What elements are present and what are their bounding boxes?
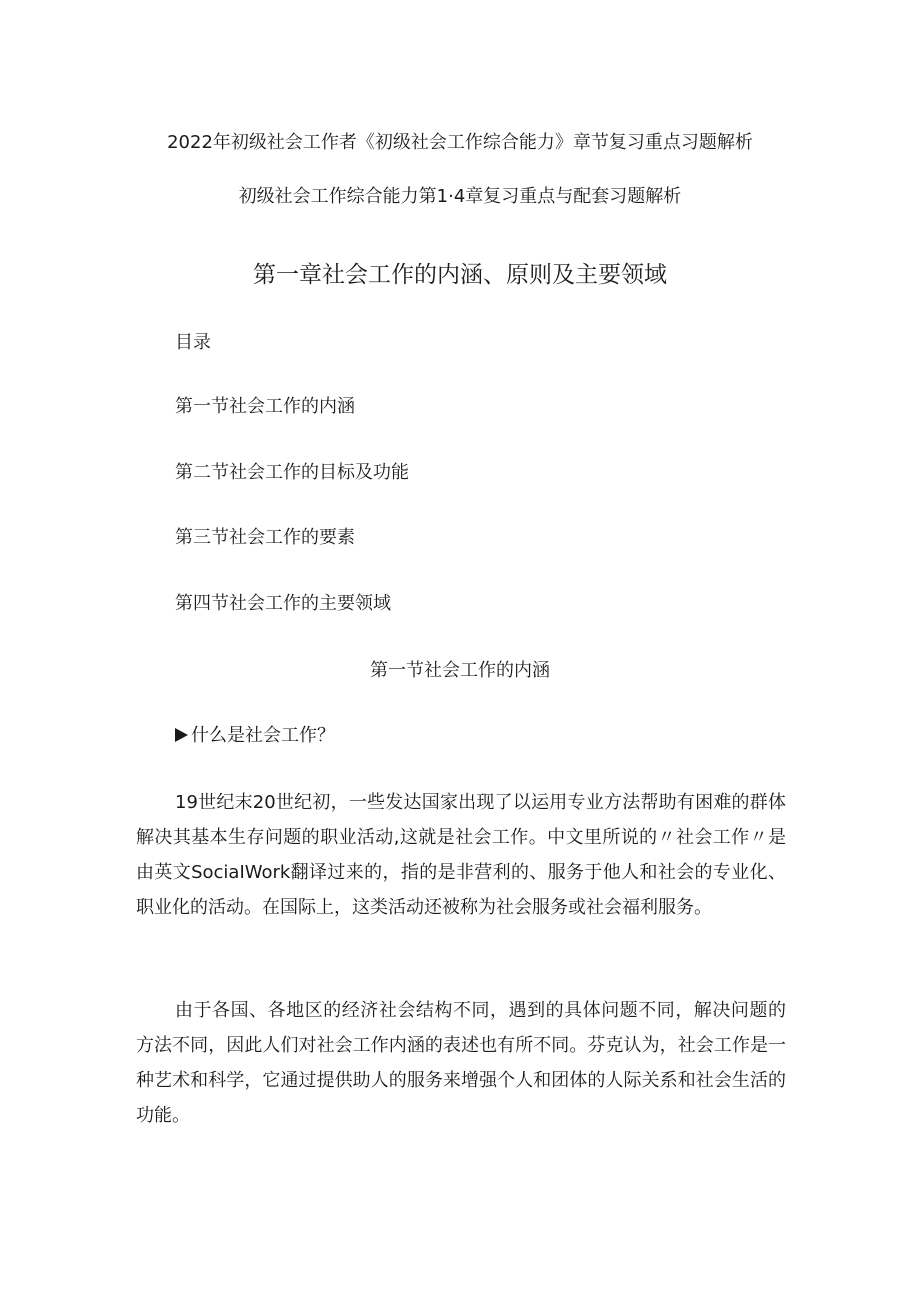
toc-item: 第三节社会工作的要素 xyxy=(175,527,355,548)
chapter-title: 第一章社会工作的内涵、原则及主要领域 xyxy=(253,262,667,288)
table-of-contents xyxy=(175,394,409,656)
triangle-right-icon xyxy=(175,728,188,742)
document-subtitle: 初级社会工作综合能力第1·4章复习重点与配套习题解析 xyxy=(238,186,682,207)
body-paragraph: 由于各国、各地区的经济社会结构不同，遇到的具体问题不同，解决问题的方法不同，因此人们对社会工作内涵的表述也有所不同。芬克认为，社会工作是一种艺术和科学，它通过提供助人的服务来增强个人和团体的人际关系和社会生活的功能。 xyxy=(136,1000,786,1126)
question-heading xyxy=(175,721,335,747)
question-text: 什么是社会工作？ xyxy=(191,725,335,746)
document-title: 2022年初级社会工作者《初级社会工作综合能力》章节复习重点习题解析 xyxy=(167,132,753,153)
toc-label: 目录 xyxy=(175,332,211,353)
section-heading: 第一节社会工作的内涵 xyxy=(370,660,550,681)
body-paragraph: 19世纪末20世纪初，一些发达国家出现了以运用专业方法帮助有困难的群体解决其基本生存问题的职业活动,这就是社会工作。中文里所说的〃社会工作〃是由英文SociaIWork翻译过来的，指的是非营利的、服务于他人和社会的专业化、职业化的活动。在国际上，这类活动还被称为社会服务或社会福利服务。 xyxy=(136,792,786,918)
toc-item: 第二节社会工作的目标及功能 xyxy=(175,461,409,483)
toc-item: 第四节社会工作的主要领域 xyxy=(175,592,391,614)
toc-item: 第一节社会工作的内涵 xyxy=(175,396,355,417)
